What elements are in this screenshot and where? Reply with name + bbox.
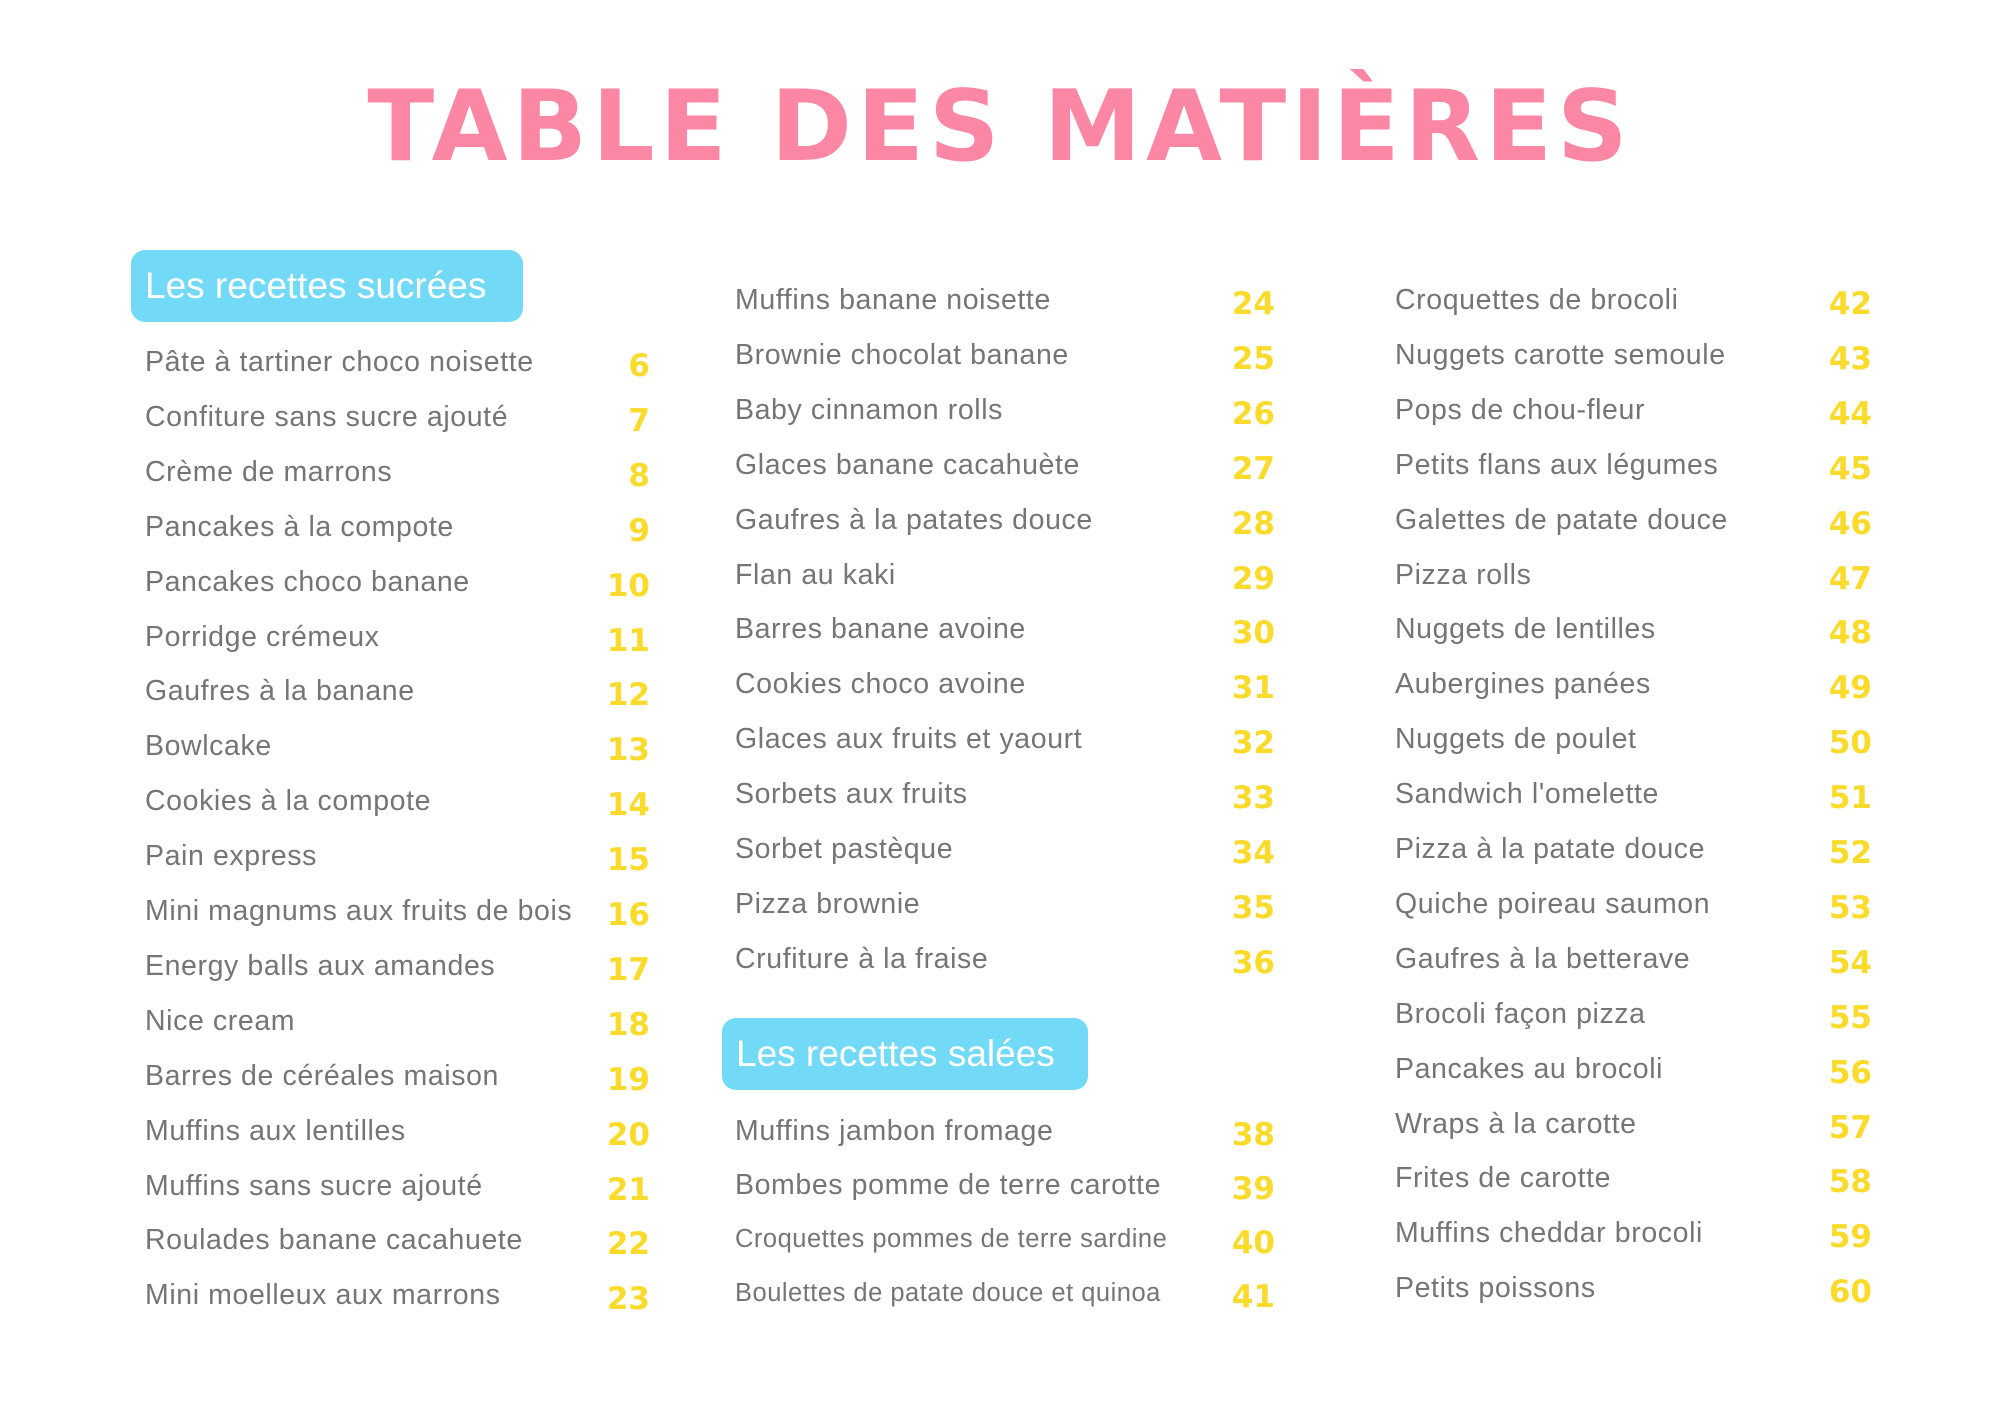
toc-entry (1395, 280, 1872, 320)
toc-entry (735, 1219, 1275, 1259)
toc-entry-page-number: 11 (606, 622, 650, 659)
toc-entry-page-number: 41 (1231, 1279, 1275, 1315)
toc-entry-title: Aubergines panées (1395, 668, 1651, 701)
toc-entry (735, 609, 1275, 652)
toc-entry-page-number: 24 (1231, 286, 1275, 322)
toc-entry (1395, 939, 1872, 979)
toc-entry (735, 555, 1275, 595)
toc-entry-title: Pops de chou-fleur (1395, 393, 1646, 426)
section-badge-sucrees: Les recettes sucrées (131, 250, 523, 322)
toc-entry-page-number: 53 (1828, 889, 1872, 926)
toc-entry-page-number: 51 (1828, 780, 1872, 817)
toc-entry (145, 342, 650, 382)
toc-entry-title: Croquettes pommes de terre sardine (735, 1225, 1168, 1253)
toc-entry (145, 1275, 650, 1318)
toc-entry-page-number: 52 (1828, 835, 1872, 871)
toc-entry-page-number: 33 (1231, 780, 1275, 817)
toc-entry-title: Pain express (145, 840, 317, 873)
toc-entry-title: Bombes pomme de terre carotte (735, 1169, 1162, 1201)
toc-entry-page-number: 32 (1231, 725, 1275, 762)
toc-entry (735, 390, 1275, 430)
toc-entry-page-number: 36 (1231, 944, 1275, 981)
toc-entry (735, 1165, 1275, 1205)
toc-entry-title: Nuggets de poulet (1395, 723, 1637, 756)
toc-entry-title: Petits poissons (1395, 1272, 1596, 1305)
toc-entry-page-number: 28 (1231, 505, 1275, 542)
toc-entry (1395, 445, 1872, 485)
toc-entry-title: Sandwich l'omelette (1395, 778, 1659, 811)
toc-entry-title: Crufiture à la fraise (735, 942, 989, 975)
toc-entry-page-number: 14 (606, 787, 650, 824)
toc-entry-title: Wraps à la carotte (1395, 1107, 1637, 1140)
toc-entry (145, 891, 650, 931)
toc-entry-page-number: 55 (1828, 999, 1872, 1036)
toc-entry-title: Bowlcake (145, 730, 272, 763)
toc-entry-title: Gaufres à la betterave (1395, 942, 1691, 975)
toc-entry-page-number: 30 (1231, 615, 1275, 652)
toc-entry-title: Flan au kaki (735, 558, 896, 591)
toc-entry-title: Nice cream (145, 1004, 296, 1037)
toc-entry-page-number: 19 (606, 1061, 650, 1098)
toc-entry-title: Mini moelleux aux marrons (145, 1279, 501, 1312)
toc-entry-title: Brocoli façon pizza (1395, 997, 1646, 1030)
toc-entry-title: Crème de marrons (145, 455, 393, 488)
toc-entry-page-number: 54 (1828, 944, 1872, 981)
toc-entry-title: Cookies à la compote (145, 785, 432, 818)
toc-entry (1395, 1049, 1872, 1089)
toc-entry-title: Galettes de patate douce (1395, 503, 1728, 536)
toc-entry (145, 1056, 650, 1096)
toc-entry-title: Nuggets carotte semoule (1395, 338, 1726, 371)
toc-entry-page-number: 25 (1231, 340, 1275, 377)
toc-entry-page-number: 9 (628, 512, 650, 549)
toc-entry-title: Muffins sans sucre ajouté (145, 1169, 483, 1202)
toc-entry-page-number: 42 (1828, 286, 1872, 322)
toc-entry-title: Pizza rolls (1395, 558, 1532, 591)
toc-entry-page-number: 43 (1828, 340, 1872, 377)
toc-entry (735, 1273, 1275, 1313)
section-badge-salees: Les recettes salées (722, 1018, 1088, 1090)
toc-entry (145, 726, 650, 769)
toc-entry-page-number: 15 (606, 842, 650, 879)
toc-entry (735, 280, 1275, 320)
toc-entry-title: Glaces banane cacahuète (735, 448, 1080, 481)
toc-entry-page-number: 60 (1828, 1274, 1872, 1311)
toc-entry-title: Glaces aux fruits et yaourt (735, 723, 1083, 756)
toc-entry-page-number: 21 (606, 1171, 650, 1208)
toc-entry-title: Confiture sans sucre ajouté (145, 400, 509, 433)
toc-entry (735, 774, 1275, 817)
toc-entry (735, 664, 1275, 707)
toc-entry-page-number: 23 (606, 1281, 650, 1318)
toc-entry (145, 452, 650, 492)
toc-entry (145, 1166, 650, 1206)
toc-entry-title: Frites de carotte (1395, 1162, 1612, 1195)
toc-entry-title: Quiche poireau saumon (1395, 887, 1711, 920)
toc-entry-title: Muffins banane noisette (735, 284, 1051, 316)
toc-entry-title: Petits flans aux légumes (1395, 448, 1719, 481)
toc-entry-title: Croquettes de brocoli (1395, 284, 1679, 316)
toc-entry (145, 836, 650, 879)
toc-entry (145, 562, 650, 602)
toc-entry (735, 500, 1275, 540)
toc-entry (145, 781, 650, 824)
toc-entry (1395, 664, 1872, 707)
toc-entry-page-number: 26 (1231, 395, 1275, 432)
toc-entry (735, 445, 1275, 485)
toc-entry-page-number: 12 (606, 677, 650, 714)
toc-entry-page-number: 6 (628, 348, 650, 384)
toc-entry-title: Nuggets de lentilles (1395, 613, 1656, 646)
toc-entry (1395, 1213, 1872, 1256)
toc-entry-title: Muffins aux lentilles (145, 1114, 406, 1147)
toc-entry (145, 1220, 650, 1263)
toc-entry-page-number: 56 (1828, 1054, 1872, 1091)
toc-entry-page-number: 27 (1231, 450, 1275, 487)
toc-entry-page-number: 7 (628, 402, 650, 439)
toc-entry (735, 829, 1275, 869)
toc-entry (1395, 609, 1872, 652)
toc-entry-page-number: 58 (1828, 1164, 1872, 1201)
toc-entry (1395, 1268, 1872, 1311)
toc-entry (1395, 390, 1872, 430)
toc-entry (1395, 719, 1872, 762)
toc-entry-title: Pizza brownie (735, 887, 921, 920)
toc-entry-title: Pancakes choco banane (145, 565, 470, 598)
toc-entry-title: Muffins jambon fromage (735, 1115, 1054, 1147)
toc-entry (735, 939, 1275, 979)
toc-entry-page-number: 20 (606, 1116, 650, 1153)
toc-entry-title: Brownie chocolat banane (735, 338, 1069, 371)
toc-entry (145, 671, 650, 714)
page-title: TABLE DES MATIÈRES (367, 70, 1633, 184)
toc-entry-page-number: 39 (1231, 1171, 1275, 1207)
toc-entry (145, 1111, 650, 1151)
toc-entry-title: Pancakes à la compote (145, 510, 454, 543)
toc-entry-page-number: 44 (1828, 395, 1872, 432)
toc-entry (1395, 555, 1872, 595)
toc-entry-page-number: 16 (606, 897, 650, 933)
toc-entry (1395, 829, 1872, 869)
toc-entry (145, 397, 650, 437)
toc-entry (1395, 1104, 1872, 1144)
toc-entry-title: Sorbets aux fruits (735, 778, 968, 811)
toc-entry-page-number: 10 (606, 567, 650, 604)
toc-entry (1395, 500, 1872, 540)
toc-entry-page-number: 22 (606, 1226, 650, 1263)
toc-entry (735, 1111, 1275, 1151)
toc-entry-title: Porridge crémeux (145, 620, 380, 653)
toc-entry (1395, 774, 1872, 817)
toc-entry-page-number: 34 (1231, 835, 1275, 871)
toc-entry-page-number: 57 (1828, 1109, 1872, 1146)
toc-entry-page-number: 49 (1828, 670, 1872, 707)
toc-entry (145, 617, 650, 657)
toc-entry-title: Pancakes au brocoli (1395, 1052, 1664, 1085)
toc-entry (145, 1001, 650, 1041)
toc-entry-page-number: 29 (1231, 560, 1275, 597)
toc-entry-title: Pizza à la patate douce (1395, 833, 1706, 865)
toc-entry-page-number: 18 (606, 1006, 650, 1043)
toc-entry (1395, 994, 1872, 1034)
toc-entry-page-number: 47 (1828, 560, 1872, 597)
toc-entry-title: Cookies choco avoine (735, 668, 1026, 701)
toc-entry (735, 884, 1275, 924)
toc-entry-page-number: 46 (1828, 505, 1872, 542)
toc-entry-page-number: 13 (606, 732, 650, 769)
toc-entry-title: Baby cinnamon rolls (735, 393, 1004, 426)
toc-entry-page-number: 40 (1231, 1225, 1275, 1261)
toc-entry-title: Energy balls aux amandes (145, 949, 496, 982)
toc-entry-title: Mini magnums aux fruits de bois (145, 895, 573, 927)
toc-entry (735, 719, 1275, 762)
toc-entry-page-number: 17 (606, 951, 650, 988)
toc-entry-page-number: 50 (1828, 725, 1872, 762)
toc-entry-page-number: 38 (1231, 1117, 1275, 1153)
toc-entry-title: Pâte à tartiner choco noisette (145, 346, 534, 378)
toc-entry (1395, 1158, 1872, 1201)
toc-entry (1395, 335, 1872, 375)
toc-entry-title: Muffins cheddar brocoli (1395, 1217, 1703, 1250)
toc-entry-title: Roulades banane cacahuete (145, 1224, 523, 1257)
toc-entry-page-number: 48 (1828, 615, 1872, 652)
toc-entry-title: Barres de céréales maison (145, 1059, 499, 1092)
toc-entry-title: Gaufres à la banane (145, 675, 415, 708)
toc-entry-page-number: 31 (1231, 670, 1275, 707)
toc-entry-title: Boulettes de patate douce et quinoa (735, 1279, 1161, 1307)
toc-entry-page-number: 45 (1828, 450, 1872, 487)
toc-entry-page-number: 35 (1231, 889, 1275, 926)
toc-entry-title: Barres banane avoine (735, 613, 1026, 646)
toc-entry-page-number: 59 (1828, 1219, 1872, 1256)
toc-entry (735, 335, 1275, 375)
toc-entry-title: Sorbet pastèque (735, 833, 954, 865)
toc-entry (1395, 884, 1872, 924)
toc-entry (145, 946, 650, 986)
toc-entry-title: Gaufres à la patates douce (735, 503, 1093, 536)
toc-entry (145, 507, 650, 547)
toc-entry-page-number: 8 (628, 457, 650, 494)
